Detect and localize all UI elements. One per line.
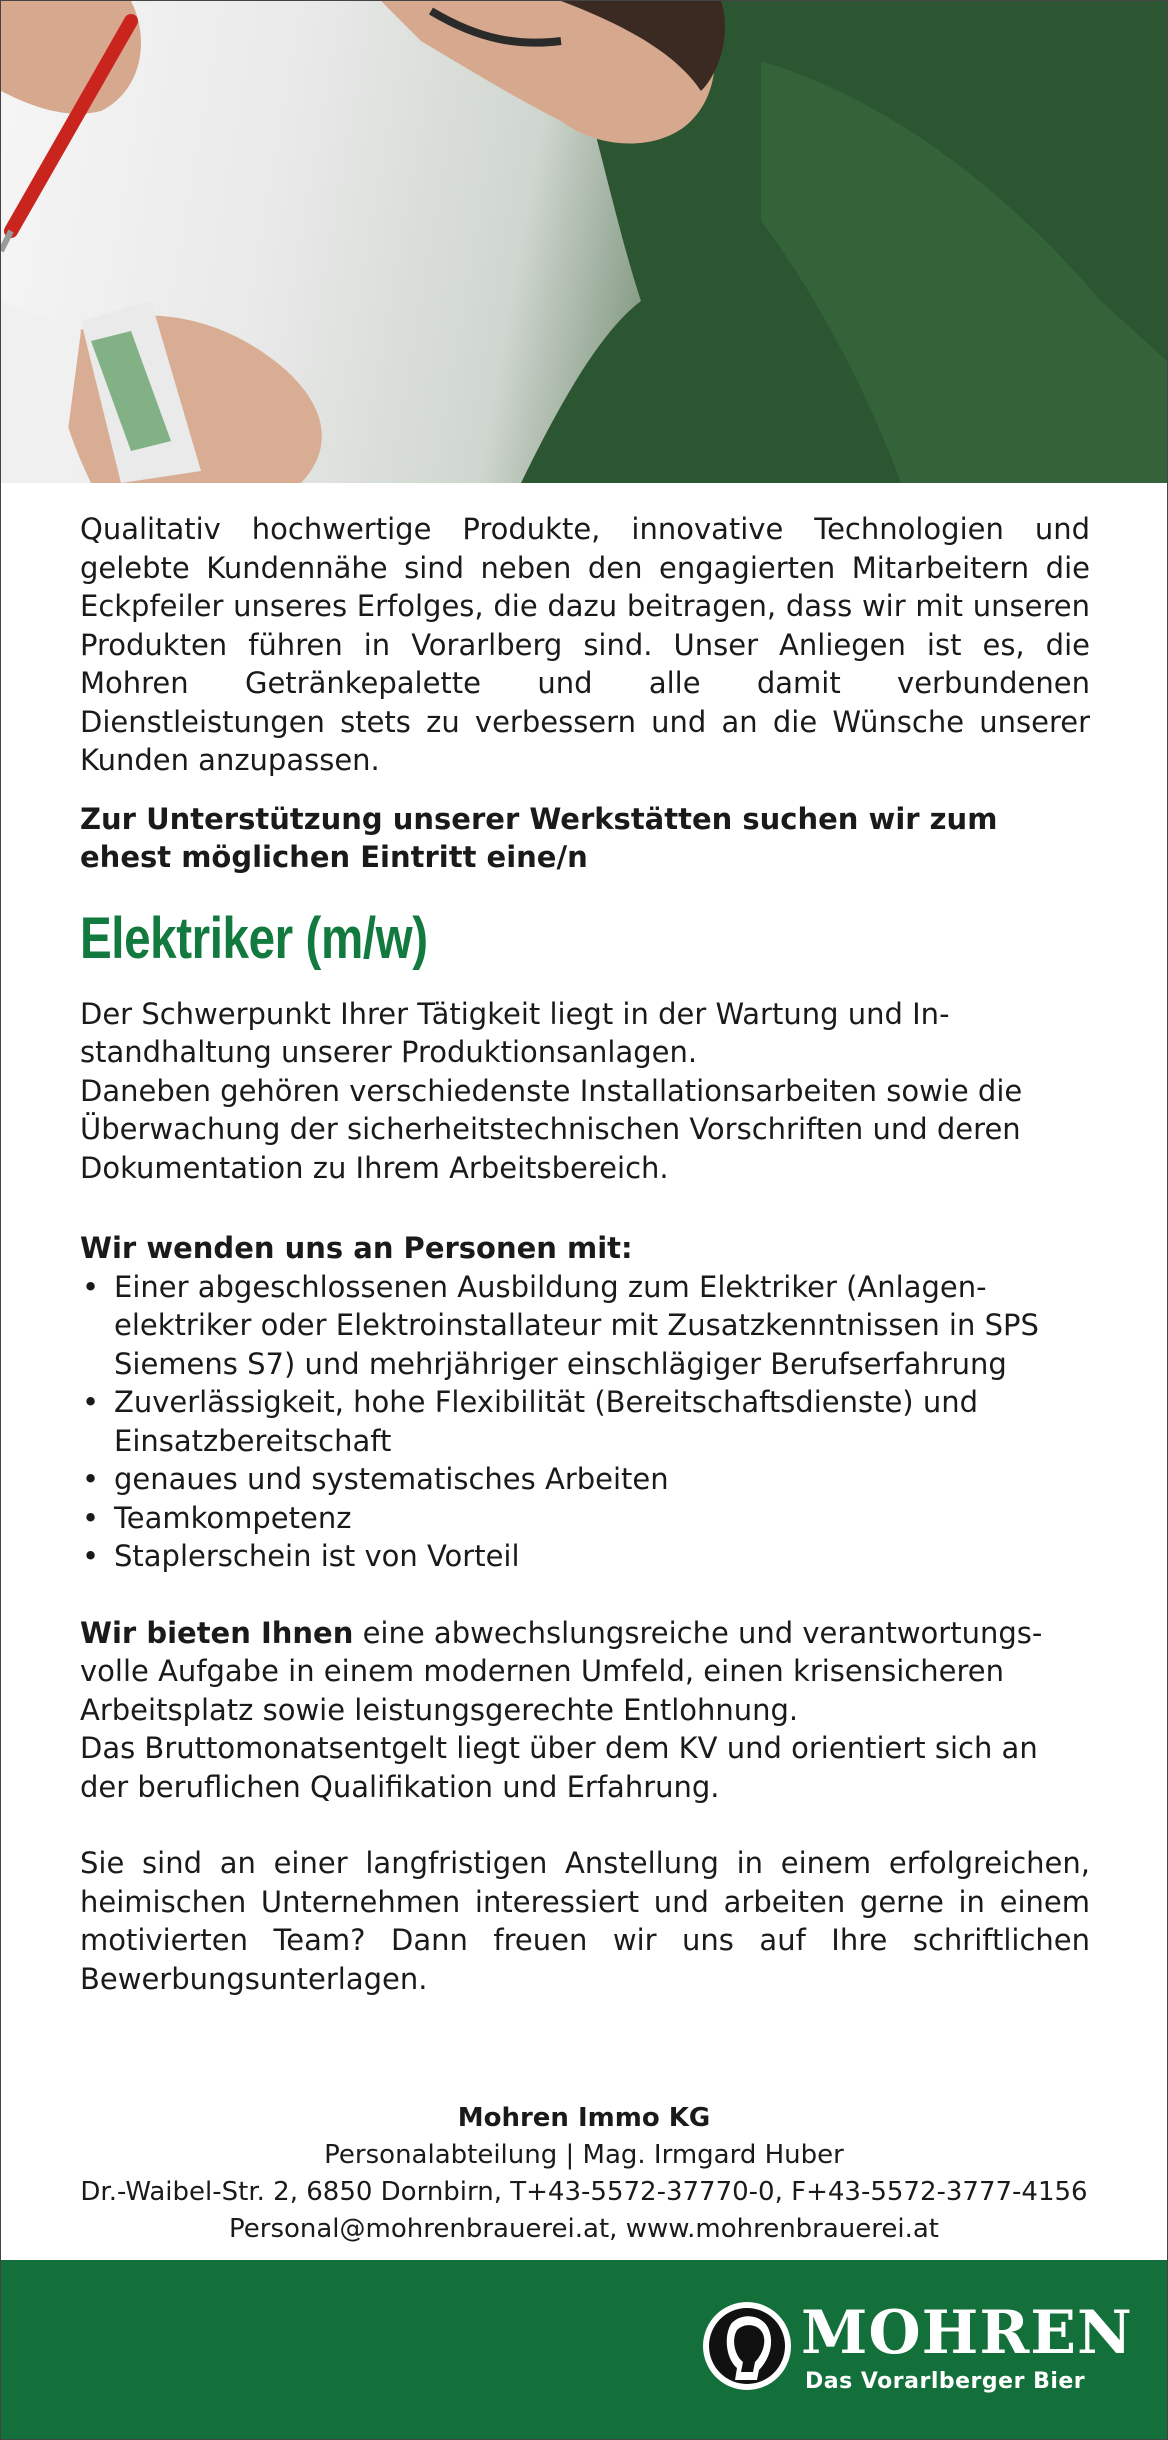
intro-paragraph: Qualitativ hochwertige Produkte, innovative Technologien und gelebte Kundennähe sind neben den engagierten Mitarbeitern die Eckpfeiler unseres Erfolges, die dazu beitragen, dass wir mit unseren Produkten führen in Vorarlberg sind. Unser Anliegen ist es, die Mohren Getränkepalette und alle damit verbundenen Dienstleistungen stets zu verbessern und an die Wünsche unserer Kunden anzupassen. bbox=[80, 512, 1090, 777]
list-item: • Staplerschein ist von Vorteil bbox=[80, 1537, 1090, 1576]
contact-web[interactable]: Personal@mohrenbrauerei.at, www.mohrenbrauerei.at bbox=[229, 2214, 939, 2244]
list-item: • Einer abgeschlossenen Ausbildung zum Elektriker (Anlagenelektriker oder Elektroinstallateur mit Zusatzkenntnissen in SPS Siemens S7) und mehrjähriger einschlägiger Berufserfahrung bbox=[80, 1268, 1090, 1384]
hero-photo bbox=[1, 1, 1167, 483]
brand-wordmark: MOHREN bbox=[801, 2298, 1133, 2368]
offer-text: eine abwechslungsreiche und verantwortungsvolle Aufgabe in einem modernen Umfeld, einen krisensicheren Arbeitsplatz sowie leistungsgerechte Entlohnung. bbox=[80, 1615, 1043, 1727]
list-item: • genaues und systematisches Arbeiten bbox=[80, 1460, 1090, 1499]
list-item: • Zuverlässigkeit, hohe Flexibilität (Bereitschaftsdienste) und Einsatzbereitschaft bbox=[80, 1383, 1090, 1460]
requirements-heading: Wir wenden uns an Personen mit: bbox=[80, 1231, 633, 1265]
requirements-list bbox=[80, 1268, 1090, 1576]
contact-department: Personalabteilung | Mag. Irmgard Huber bbox=[324, 2140, 844, 2170]
duties-paragraph bbox=[80, 995, 1090, 1188]
offer-line bbox=[80, 1614, 1090, 1730]
contact-block bbox=[0, 2100, 1168, 2248]
job-ad-body bbox=[80, 510, 1090, 1998]
lead-sentence: Zur Unterstützung unserer Werkstätten suchen wir zum ehest möglichen Eintritt eine/n bbox=[80, 801, 998, 874]
salary-line: Das Bruttomonatsentgelt liegt über dem KV und orientiert sich an der beruflichen Qualifikation und Erfahrung. bbox=[80, 1731, 1038, 1804]
offer-bold: Wir bieten Ihnen bbox=[80, 1615, 354, 1650]
brand-tagline: Das Vorarlberger Bier bbox=[805, 2369, 1086, 2394]
contact-address: Dr.-Waibel-Str. 2, 6850 Dornbirn, T+43-5572-37770-0, F+43-5572-3777-4156 bbox=[80, 2177, 1088, 2207]
duties-line: Daneben gehören verschiedenste Installationsarbeiten sowie die Überwachung der sicherheitstechnischen Vorschriften und deren Dokumentation zu Ihrem Arbeitsbereich. bbox=[80, 1073, 1023, 1185]
company-name: Mohren Immo KG bbox=[457, 2103, 711, 2133]
mohren-head-icon bbox=[701, 2300, 793, 2392]
offer-paragraph bbox=[80, 1614, 1090, 1807]
closing-paragraph: Sie sind an einer langfristigen Anstellung in einem erfolgreichen, heimischen Unternehmen interessiert und arbeiten gerne in einem motivierten Team? Dann freuen wir uns auf Ihre schriftlichen Bewerbungsunterlagen. bbox=[80, 1846, 1090, 1996]
mohren-logo[interactable] bbox=[701, 2298, 1133, 2410]
list-item: • Teamkompetenz bbox=[80, 1499, 1090, 1538]
job-title: Elektriker (m/w) bbox=[80, 905, 428, 971]
duties-line: Der Schwerpunkt Ihrer Tätigkeit liegt in der Wartung und Instandhaltung unserer Produktionsanlagen. bbox=[80, 996, 950, 1069]
footer-band bbox=[1, 2260, 1167, 2439]
